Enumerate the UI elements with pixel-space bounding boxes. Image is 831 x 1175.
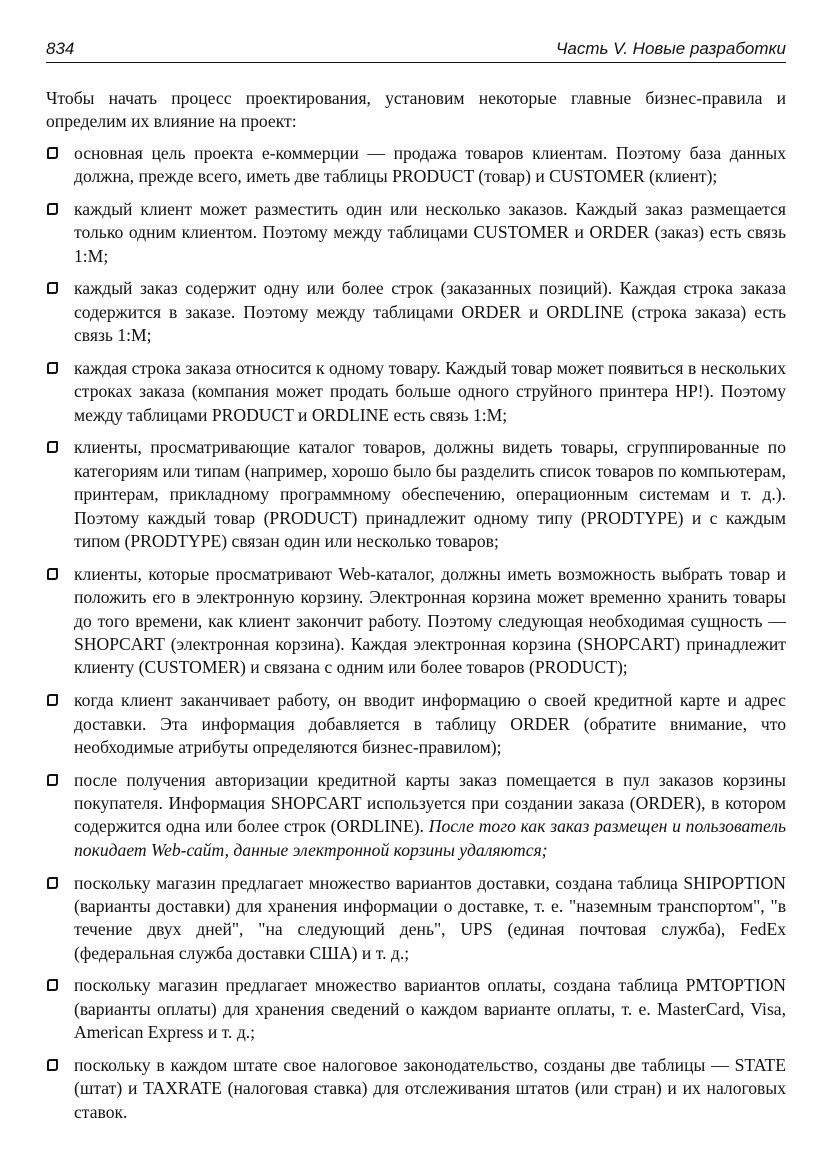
list-item-text: когда клиент заканчивает работу, он вводит информацию о своей кредитной карте и адрес доставки. Эта информация добавляется в таблицу ORDER (обратите внимание, что необходимые атрибуты определяются бизнес-правилом); <box>74 690 786 757</box>
list-item-italic-text: После того как заказ размещен и пользователь покидает Web-сайт, данные электронной корзины удаляются; <box>74 816 787 860</box>
checkbox-bullet-icon <box>47 979 58 991</box>
list-item <box>46 198 786 268</box>
running-header <box>46 38 786 63</box>
list-item-text: поскольку в каждом штате свое налоговое законодательство, созданы две таблицы — STATE (штат) и TAXRATE (налоговая ставка) для отслеживания штатов (или стран) и их налоговых ставок. <box>74 1055 786 1122</box>
checkbox-bullet-icon <box>47 203 58 215</box>
list-item <box>46 277 786 347</box>
list-item-text: каждый клиент может разместить один или несколько заказов. Каждый заказ размещается только одним клиентом. Поэтому между таблицами CUSTOMER и ORDER (заказ) есть связь 1:M; <box>74 198 786 266</box>
checkbox-bullet-icon <box>47 147 58 159</box>
list-item-text: основная цель проекта е-коммерции — продажа товаров клиентам. Поэтому база данных должна, прежде всего, иметь две таблицы PRODUCT (товар) и CUSTOMER (клиент); <box>74 142 786 187</box>
checkbox-bullet-icon <box>47 774 58 786</box>
list-item-text: поскольку магазин предлагает множество вариантов оплаты, создана таблица PMTOPTION (варианты оплаты) для хранения сведений о каждом варианте оплаты, т. е. MasterCard, Visa, American Express и т. д.; <box>74 975 786 1043</box>
checkbox-bullet-icon <box>47 694 58 706</box>
list-item <box>46 436 786 553</box>
checkbox-bullet-icon <box>47 282 58 294</box>
list-item <box>46 769 786 863</box>
list-item <box>46 872 786 966</box>
checkbox-bullet-icon <box>47 441 58 453</box>
list-item <box>46 563 786 680</box>
chapter-title: Часть V. Новые разработки <box>555 39 786 58</box>
intro-paragraph: Чтобы начать процесс проектирования, установим некоторые главные бизнес-правила и определим их влияние на проект: <box>46 88 786 132</box>
checkbox-bullet-icon <box>47 362 58 374</box>
list-item-text: каждая строка заказа относится к одному товару. Каждый товар может появиться в нескольких строках заказа (компания может продать больше одного струйного принтера HP!). Поэтому между таблицами PRODUCT и ORDLINE есть связь 1:M; <box>74 357 786 425</box>
list-item-text: поскольку магазин предлагает множество вариантов доставки, создана таблица SHIPOPTION (варианты доставки) для хранения информации о доставке, т. е. "наземным транспортом", "в течение двух дней", "на следующий день", UPS (единая почтовая служба), FedEx (федеральная служба доставки США) и т. д.; <box>74 872 786 963</box>
list-item-text: после получения авторизации кредитной карты заказ помещается в пул заказов корзины покупателя. Информация SHOPCART используется при создании заказа (ORDER), в котором содержится одна или более строк (ORDLINE). <box>74 769 786 837</box>
list-item <box>46 357 786 427</box>
list-item <box>46 974 786 1044</box>
list-item <box>46 1054 786 1124</box>
page-body <box>46 87 786 1134</box>
checkbox-bullet-icon <box>47 568 58 580</box>
list-item-text: клиенты, просматривающие каталог товаров, должны видеть товары, сгруппированные по категориям или типам (например, хорошо было бы разделить список товаров по компьютерам, принтерам, прикладному программному обеспечению, операционным системам и т. д.). Поэтому каждый товар (PRODUCT) принадлежит одному типу (PRODTYPE) и с каждым типом (PRODTYPE) связан один или несколько товаров; <box>74 437 786 552</box>
list-item <box>46 689 786 759</box>
list-item <box>46 142 786 189</box>
page-number: 834 <box>46 39 75 58</box>
business-rules-list <box>46 142 786 1124</box>
list-item-text: каждый заказ содержит одну или более строк (заказанных позиций). Каждая строка заказа содержится в заказе. Поэтому между таблицами ORDER и ORDLINE (строка заказа) есть связь 1:M; <box>74 278 786 346</box>
list-item-text: клиенты, которые просматривают Web-каталог, должны иметь возможность выбрать товар и положить его в электронную корзину. Электронная корзина может временно хранить товары до того времени, как клиент закончит работу. Поэтому следующая необходимая сущность — SHOPCART (электронная корзина). Каждая электронная корзина (SHOPCART) принадлежит клиенту (CUSTOMER) и связана с одним или более товаров (PRODUCT); <box>74 563 786 678</box>
checkbox-bullet-icon <box>47 1059 58 1071</box>
checkbox-bullet-icon <box>47 877 58 889</box>
